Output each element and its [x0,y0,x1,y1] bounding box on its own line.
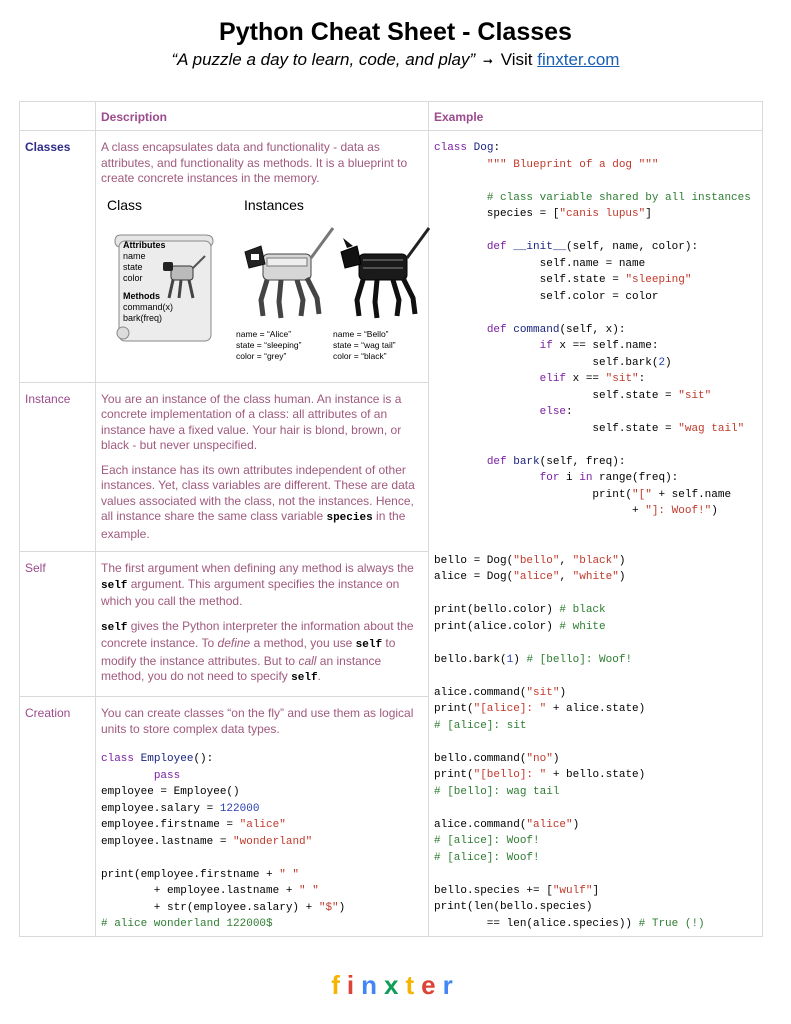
bello-attr: color = “black” [333,350,387,361]
robot-dog-bello-icon [333,224,433,324]
instance-paragraph-1: You are an instance of the class human. An instance is a concrete implementation of a class: all attributes of an instance have a fixed value. Your hair is blond, brown, or black - but never unspecified. [101,391,402,452]
finxter-logo [0,970,791,1001]
bello-attr: name = “Bello” [333,328,389,339]
self-p2-text: a method, you use [250,636,353,650]
header-example: Example [429,102,763,131]
instance-description-cell [96,382,429,552]
self-p2-text: an instance method, you do not need to specify [101,653,382,683]
logo-letter: f [331,970,347,1000]
self-p2-text: . [317,669,321,683]
attribute-item: state [123,262,143,273]
bello-attr: state = “wag tail” [333,339,396,350]
robot-dog-alice-icon [237,224,337,324]
self-p1-tail: argument. This argument specifies the instance on which you call the method. [101,576,400,608]
page-subtitle [0,50,791,70]
alice-attr: state = “sleeping” [236,339,302,350]
species-code: species [326,512,373,524]
self-description-cell [96,552,429,697]
self-code: self [101,579,128,592]
self-p2-text: to modify the instance attributes. But to [101,636,396,668]
row-label-classes: Classes [20,131,96,383]
instance-paragraph-2 [101,463,420,543]
cheat-sheet-table [19,101,763,937]
instance-p2-tail: in the example. [101,509,406,541]
instance-p2-text: Each instance has its own attributes independent of other instances. Yet, class variables are different. These are data values associated with the class, not the instances. Hence, all instance share the same class variable [101,462,415,523]
illustration-instances-heading: Instances [244,196,304,213]
self-code: self [355,639,383,651]
classes-description-cell [96,131,429,383]
logo-letter: n [361,970,385,1000]
self-p1-text: The first argument when defining any method is always the [101,561,414,575]
logo-letter: r [442,970,460,1000]
creation-description-cell [96,697,429,937]
robot-dog-small-icon [159,254,209,302]
example-code-cell [429,131,763,937]
header-description: Description [96,102,429,131]
self-p2-text: gives the Python interpreter the information about the concrete instance. To [101,618,414,650]
method-item: command(x) [123,301,174,312]
finxter-link[interactable]: finxter.com [537,50,620,69]
row-label-self: Self [20,552,96,697]
arrow-icon: ➞ [482,54,493,68]
logo-letter: x [384,970,406,1000]
bello-instance-attributes [333,329,396,362]
subtitle-visit: Visit [500,50,533,69]
logo-letter: e [421,970,443,1000]
row-label-instance: Instance [20,382,96,552]
define-word: define [217,636,251,650]
creation-description: You can create classes “on the fly” and use them as logical units to store complex data types. [101,706,414,736]
page-title: Python Cheat Sheet - Classes [219,18,572,46]
methods-title: Methods [123,290,160,301]
header-empty-cell [20,102,96,131]
self-code: self [291,672,318,684]
table-header-row [20,102,763,131]
call-word: call [298,653,317,668]
self-paragraph-2 [101,619,420,687]
logo-letter: t [405,970,422,1000]
attributes-title: Attributes [123,239,166,250]
self-paragraph-1 [101,561,420,610]
creation-code-block: class Employee(): pass employee = Employee() employee.salary = 122000 employee.firstname = "alice" employee.lastname = "wonderland" print(employee.firstname + " " + employee.lastname + " " + str(employee.salary) + "$") # alice wonderland 122000$ [101,753,346,930]
class-instances-illustration [101,196,420,382]
row-label-creation: Creation [20,697,96,937]
alice-instance-attributes [236,329,301,362]
alice-attr: color = “grey” [236,350,287,361]
illustration-class-heading: Class [107,196,143,213]
attribute-item: name [123,250,146,261]
row-classes [20,131,763,383]
logo-letter: i [346,970,362,1000]
subtitle-quote: “A puzzle a day to learn, code, and play” [171,50,476,69]
alice-attr: name = “Alice” [236,328,292,339]
attribute-item: color [123,273,143,284]
self-code: self [101,621,128,634]
example-code-block: class Dog: """ Blueprint of a dog """ # class variable shared by all instances species = ["canis lupus"] def __init__(self, name, color): self.name = name self.state = "sleeping" self.color = color def command(self, x): if x == self.name: self.bark(2) elif x == "sit": self.state = "sit" else: self.state = "wag tail" def bark(self, freq): for i in range(freq): print("[" + self.name + "]: Woof!") bello = Dog("bello", "black") alice = Dog("alice", "white") print(bello.color) # black print(alice.color) # white bello.bark(1) # [bello]: Woof! alice.command("sit") print("[alice]: " + alice.state) # [alice]: sit bello.command("no") print("[bello]: " + bello.state) # [bello]: wag tail alice.command("alice") # [alice]: Woof! # [alice]: Woof! bello.species += ["wulf"] print(len(bello.species) == len(alice.species)) # True (!) [434,142,751,930]
classes-description: A class encapsulates data and functionality - data as attributes, and functionality as methods. It is a blueprint to create concrete instances in the memory. [101,140,408,185]
method-item: bark(freq) [123,313,163,324]
